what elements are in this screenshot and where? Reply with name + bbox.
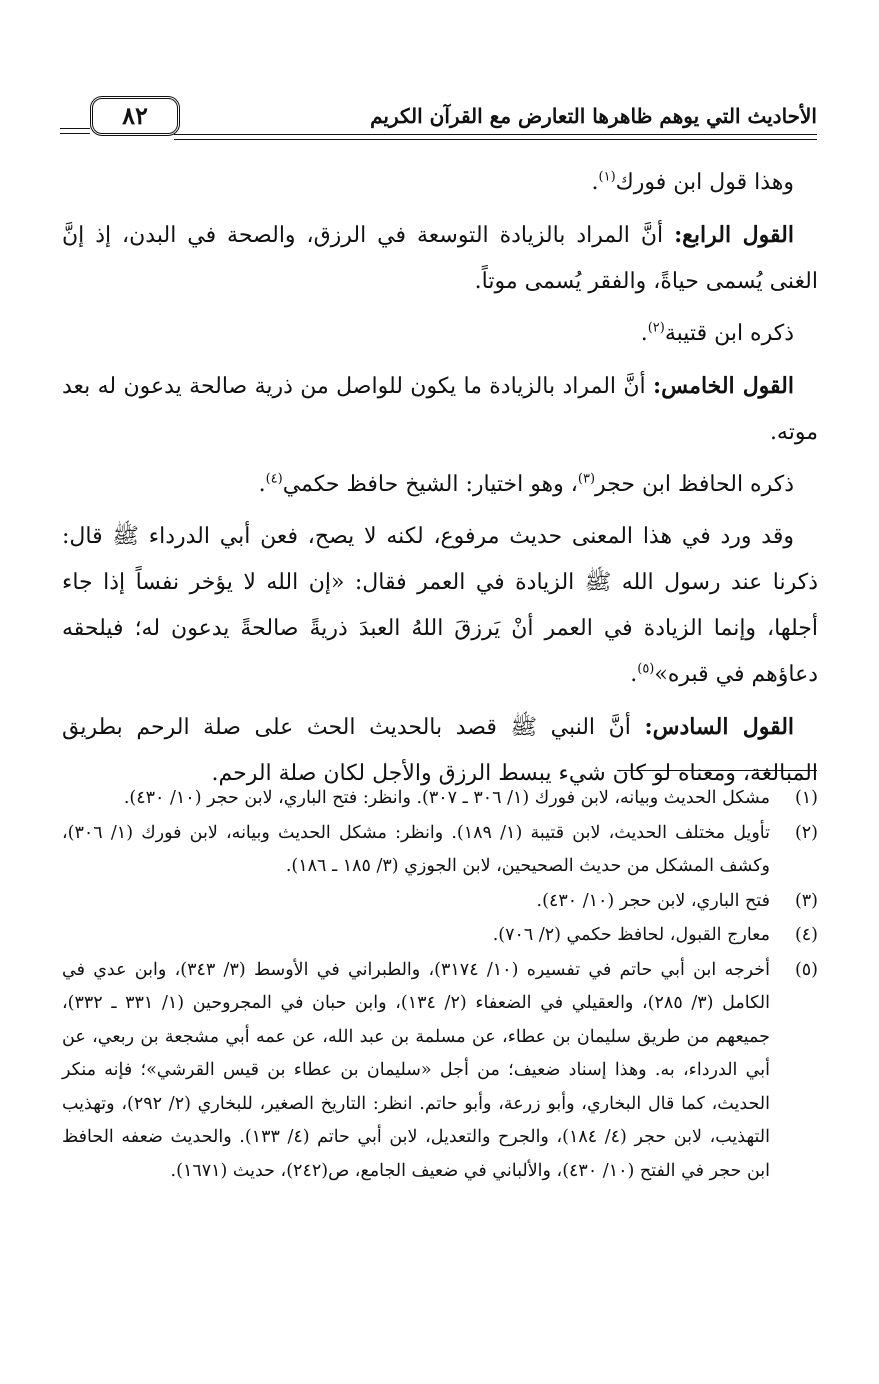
footnote-marker: (٢) bbox=[647, 320, 665, 336]
footnote-text: أخرجه ابن أبي حاتم في تفسيره (١٠/ ٣١٧٤)، والطبراني في الأوسط (٣/ ٣٤٣)، وابن عدي في الكامل (٣/ ٢٨٥)، والعقيلي في الضعفاء (٢/ ١٣٤)، وابن حبان في المجروحين (١/ ٣٣١ ـ ٣٣٢)، جميعهم من طريق سليمان بن عطاء، عن مسلمة بن عبد الله، عن عمه أبي مشجعة بن ربعي، عن أبي الدرداء، به. وهذا إسناد ضعيف؛ من أجل «سليمان بن عطاء بن قيس القرشي»؛ فإنه منكر الحديث، كما قال البخاري، وأبو زرعة، وأبو حاتم. انظر: التاريخ الصغير، للبخاري (٢/ ٢٩٢)، وتهذيب التهذيب، لابن حجر (٤/ ١٨٤)، والجرح والتعديل، لابن أبي حاتم (٤/ ١٣٣). والحديث ضعفه الحافظ ابن حجر في الفتح (١٠/ ٤٣٠)، والألباني في ضعيف الجامع، ص(٢٤٢)، حديث (١٦٧١). bbox=[62, 959, 771, 1181]
page-number-ornament-line bbox=[60, 128, 90, 129]
opinion-heading: القول الرابع: bbox=[674, 222, 794, 248]
paragraph: وهذا قول ابن فورك$^{(١)}$. bbox=[591, 169, 794, 195]
footnote-number: (٥) bbox=[794, 959, 818, 980]
footnote-number: (٤) bbox=[794, 925, 818, 945]
page-header bbox=[60, 90, 817, 146]
footnote bbox=[62, 782, 818, 816]
footnote-marker: (٥) bbox=[637, 661, 655, 677]
header-rule-double bbox=[174, 139, 817, 140]
footnote bbox=[62, 919, 818, 953]
paragraph: القول الخامس: أنَّ المراد بالزيادة ما يكون للواصل من ذرية صالحة يدعون له بعد موته. bbox=[62, 373, 818, 445]
footnote-text: تأويل مختلف الحديث، لابن قتيبة (١/ ١٨٩). وانظر: مشكل الحديث وبيانه، لابن فورك (١/ ٣٠٦)، وكشف المشكل من حديث الصحيحين، لابن الجوزي (٣/ ١٨٥ ـ ١٨٦). bbox=[62, 822, 771, 876]
footnote-text: فتح الباري، لابن حجر (١٠/ ٤٣٠). bbox=[536, 890, 770, 911]
footnote-text: مشكل الحديث وبيانه، لابن فورك (١/ ٣٠٦ ـ ٣٠٧). وانظر: فتح الباري، لابن حجر (١٠/ ٤٣٠). bbox=[123, 788, 770, 808]
opinion-heading: القول الخامس: bbox=[653, 373, 794, 399]
page-number: ٨٢ bbox=[90, 96, 180, 136]
footnote bbox=[62, 817, 818, 884]
paragraph: ذكره الحافظ ابن حجر$^{(٣)}$، وهو اختيار: الشيخ حافظ حكمي$^{(٤)}$. bbox=[258, 471, 794, 497]
main-text bbox=[62, 160, 818, 803]
footnote-number: (٣) bbox=[794, 890, 818, 911]
opinion-heading: القول السادس: bbox=[644, 714, 795, 740]
footnote bbox=[62, 885, 818, 919]
footnotes bbox=[62, 782, 818, 1189]
footnote-number: (٢) bbox=[794, 822, 818, 843]
footnote-marker: (١) bbox=[598, 169, 616, 185]
paragraph: ذكره ابن قتيبة$^{(٢)}$. bbox=[640, 320, 794, 346]
paragraph: القول الرابع: أنَّ المراد بالزيادة التوسعة في الرزق، والصحة في البدن، إذ إنَّ الغنى يُسمى حياةً، والفقر يُسمى موتاً. bbox=[62, 222, 818, 294]
footnote-text: معارج القبول، لحافظ حكمي (٢/ ٧٠٦). bbox=[492, 925, 770, 945]
page-number-ornament-line bbox=[60, 133, 90, 134]
running-title: الأحاديث التي يوهم ظاهرها التعارض مع القرآن الكريم bbox=[370, 104, 817, 128]
paragraph: القول السادس: أنَّ النبي ﷺ قصد بالحديث الحث على صلة الرحم بطريق المبالغة، ومعناه لو كان شيء يبسط الرزق والأجل لكان صلة الرحم. bbox=[62, 714, 818, 786]
footnote-marker: (٣) bbox=[577, 471, 596, 487]
footnote bbox=[62, 954, 818, 1189]
footnote-separator bbox=[617, 770, 817, 771]
footnote-number: (١) bbox=[794, 788, 818, 808]
footnote-marker: (٤) bbox=[265, 471, 283, 487]
paragraph: وقد ورد في هذا المعنى حديث مرفوع، لكنه لا يصح، فعن أبي الدرداء ﷺ قال: ذكرنا عند رسول الله ﷺ الزيادة في العمر فقال: «إن الله لا يؤخر نفساً إذا جاء أجلها، وإنما الزيادة في العمر أنْ يَرزقَ اللهُ العبدَ ذريةً صالحةً يدعون له؛ فيلحقه دعاؤهم في قبره»$^{(٥)}$. bbox=[62, 524, 818, 687]
header-rule bbox=[174, 134, 817, 135]
